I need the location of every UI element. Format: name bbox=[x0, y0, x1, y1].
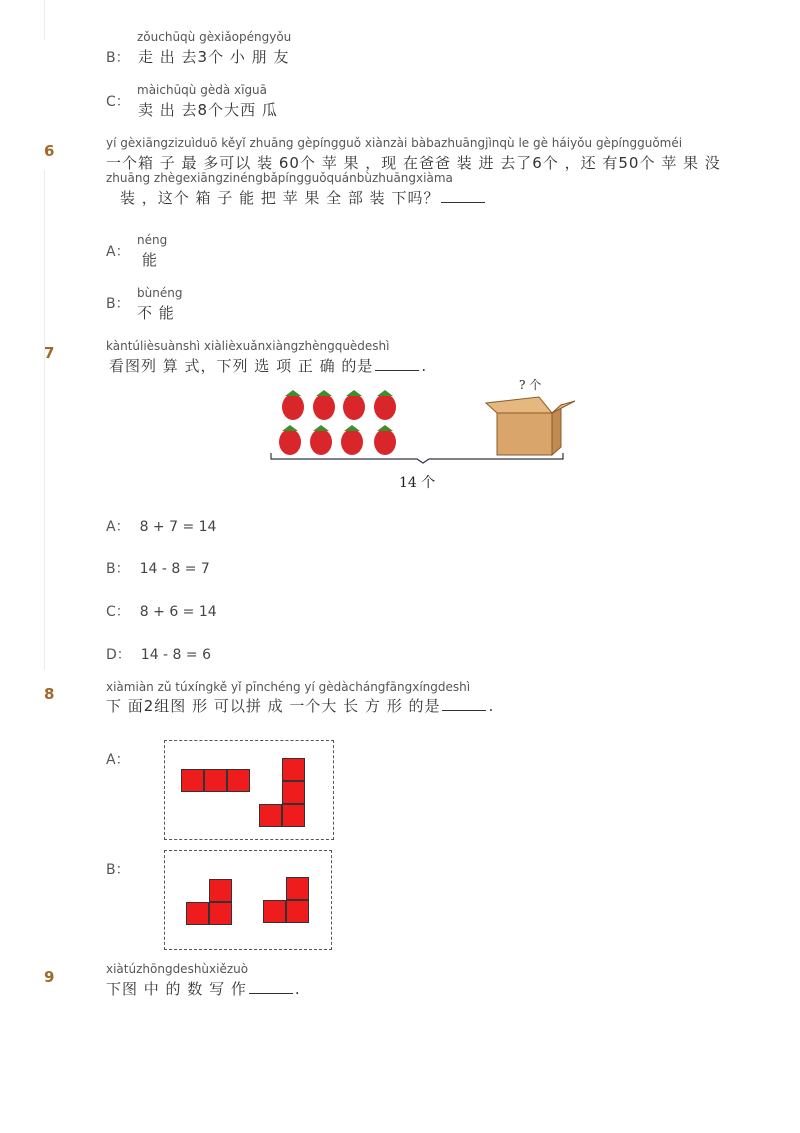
question-text bbox=[109, 355, 427, 376]
square bbox=[282, 781, 305, 804]
square bbox=[209, 879, 232, 902]
option-a[interactable] bbox=[106, 516, 216, 536]
square bbox=[282, 804, 305, 827]
strawberry-group bbox=[279, 390, 396, 455]
question-line: 下图 中 的 数 写 作 bbox=[106, 980, 247, 998]
option-label[interactable]: B： bbox=[106, 50, 130, 66]
option-text: 8 + 7 = 14 bbox=[139, 519, 217, 535]
option-label: C： bbox=[106, 604, 130, 620]
question-pinyin: xiàmiàn zǔ túxíngkě yǐ pīnchéng yí gèdàchángfāngxíngdeshì bbox=[106, 680, 471, 694]
square bbox=[282, 758, 305, 781]
option-c[interactable] bbox=[106, 601, 217, 621]
question-pinyin: xiàtúzhōngdeshùxiězuò bbox=[106, 962, 249, 976]
square bbox=[286, 900, 309, 923]
question-number: 6 bbox=[44, 142, 55, 160]
option-label: D： bbox=[106, 647, 131, 663]
option-text[interactable]: 不 能 bbox=[137, 304, 175, 322]
question-text bbox=[120, 187, 487, 208]
pinyin-cut: zǒuchūqù gèxiǎopéngyǒu bbox=[137, 30, 292, 44]
square bbox=[286, 877, 309, 900]
square bbox=[181, 769, 204, 792]
square bbox=[209, 902, 232, 925]
margin-line bbox=[44, 0, 45, 40]
option-label[interactable]: C： bbox=[106, 94, 130, 110]
option-text: 14 - 8 = 7 bbox=[139, 561, 210, 577]
question-pinyin: kàntúlièsuànshì xiàlièxuǎnxiàngzhèngquèdeshì bbox=[106, 339, 390, 353]
question-line: 装 ，这个 箱 子 能 把 苹 果 全 部 装 下吗？ bbox=[120, 189, 440, 207]
option-text[interactable]: 卖 出 去8个大西 瓜 bbox=[138, 101, 278, 119]
option-pinyin: màichūqù gèdà xīguā bbox=[137, 83, 268, 97]
question-text bbox=[106, 695, 494, 716]
question-text: 一个箱 子 最 多可以 装 60个 苹 果 ，现 在爸爸 装 进 去了6个 ，还 有50个 苹 果 没 bbox=[106, 154, 721, 172]
option-text: 14 - 8 = 6 bbox=[140, 647, 211, 663]
option-label[interactable]: A： bbox=[106, 244, 130, 260]
option-pinyin: néng bbox=[137, 233, 168, 247]
answer-blank[interactable] bbox=[375, 369, 419, 371]
answer-blank[interactable] bbox=[249, 992, 293, 994]
option-text[interactable]: 能 bbox=[142, 251, 159, 269]
square bbox=[204, 769, 227, 792]
answer-blank[interactable] bbox=[442, 709, 486, 711]
option-label[interactable]: B： bbox=[106, 862, 130, 878]
option-label: B： bbox=[106, 561, 130, 577]
question-end: . bbox=[488, 697, 495, 715]
margin-line bbox=[44, 170, 45, 670]
question-end: . bbox=[294, 980, 301, 998]
question-line: 看图列 算 式，下列 选 项 正 确 的是 bbox=[109, 357, 374, 375]
answer-blank[interactable] bbox=[441, 201, 485, 203]
option-text[interactable]: 走 出 去3个 小 朋 友 bbox=[138, 48, 290, 66]
question-number: 7 bbox=[44, 344, 55, 362]
option-b[interactable] bbox=[106, 558, 210, 578]
question-number: 8 bbox=[44, 685, 55, 703]
question-pinyin: yí gèxiāngzizuìduō kěyǐ zhuāng gèpíngguǒ xiànzài bàbazhuāngjìnqù le gè háiyǒu gèpíngguǒméi bbox=[106, 136, 683, 150]
square bbox=[263, 900, 286, 923]
option-text: 8 + 6 = 14 bbox=[139, 604, 217, 620]
total-label: 14 个 bbox=[399, 475, 436, 491]
option-label[interactable]: A： bbox=[106, 752, 130, 768]
option-label[interactable]: B： bbox=[106, 296, 130, 312]
option-pinyin: bùnéng bbox=[137, 286, 183, 300]
box-icon bbox=[486, 397, 575, 455]
square bbox=[227, 769, 250, 792]
option-b-figure[interactable] bbox=[164, 850, 332, 950]
square bbox=[186, 902, 209, 925]
option-label: A： bbox=[106, 519, 130, 535]
question-pinyin: zhuāng zhègexiāngzinéngbǎpíngguǒquánbùzhuāngxiàma bbox=[106, 171, 453, 185]
option-d[interactable] bbox=[106, 644, 211, 664]
question-text bbox=[106, 978, 301, 999]
question-mark-label: ? 个 bbox=[519, 378, 542, 392]
option-a-figure[interactable] bbox=[164, 740, 334, 840]
question-line: 下 面2组图 形 可以拼 成 一个大 长 方 形 的是 bbox=[106, 697, 441, 715]
question-end: . bbox=[421, 357, 428, 375]
square bbox=[259, 804, 282, 827]
question-number: 9 bbox=[44, 968, 55, 986]
